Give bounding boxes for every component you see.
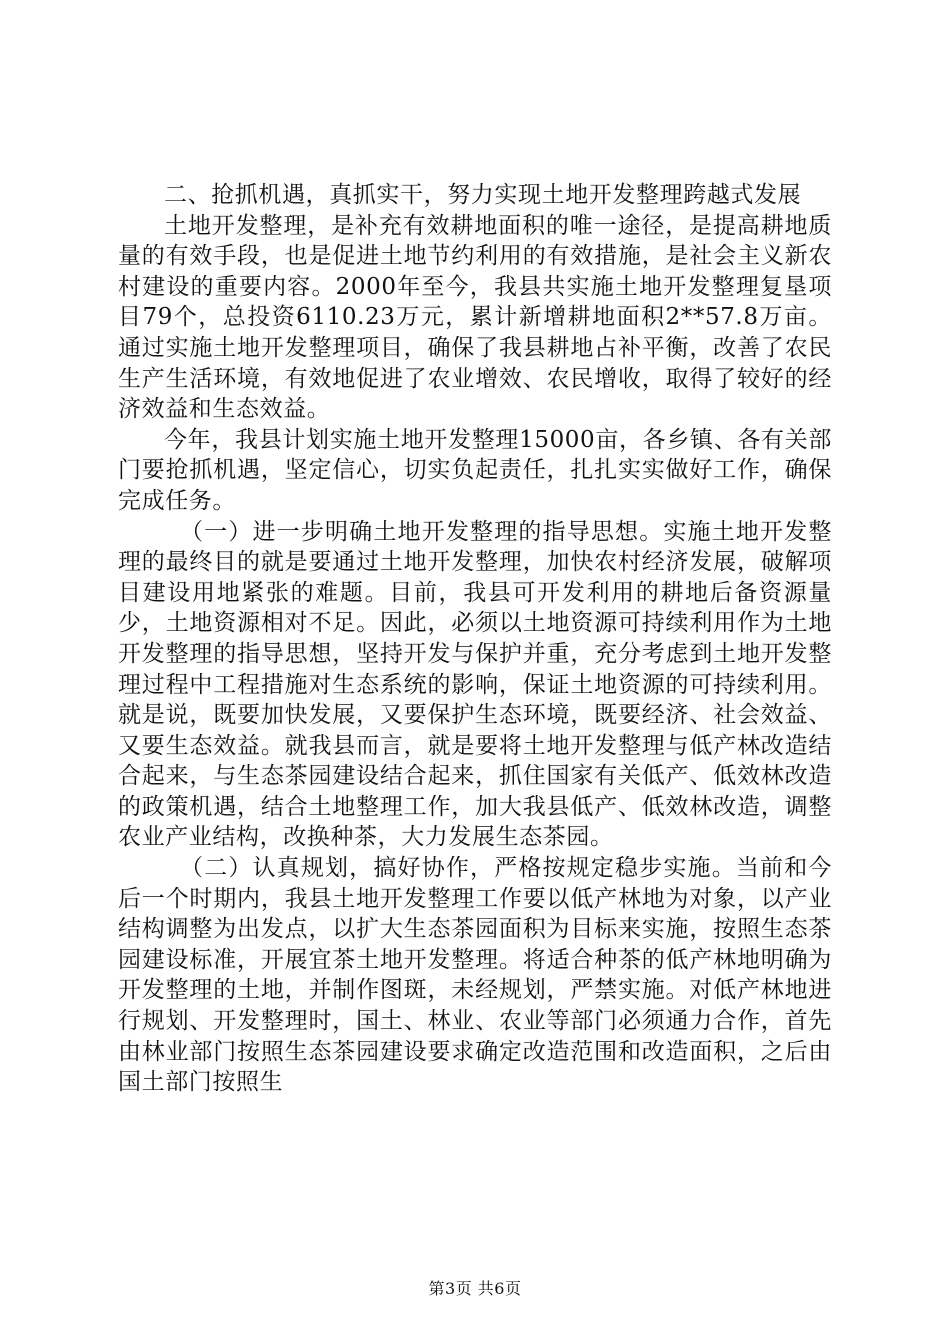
paragraph-land-development-overview: 土地开发整理，是补充有效耕地面积的唯一途径，是提高耕地质量的有效手段，也是促进土地节约利用的有效措施，是社会主义新农村建设的重要内容。2000年至今，我县共实施土地开发整理复垦项目79个，总投资6110.23万元，累计新增耕地面积2**57.8万亩。通过实施土地开发整理项目，确保了我县耕地占补平衡，改善了农民生产生活环境，有效地促进了农业增效、农民增收，取得了较好的经济效益和生态效益。 xyxy=(118,212,832,423)
paragraph-planning-cooperation: （二）认真规划，搞好协作，严格按规定稳步实施。当前和今后一个时期内，我县土地开发整理工作要以低产林地为对象，以产业结构调整为出发点，以扩大生态茶园面积为目标来实施，按照生态茶园建设标准，开展宜茶土地开发整理。将适合种茶的低产林地明确为开发整理的土地，并制作图斑，未经规划，严禁实施。对低产林地进行规划、开发整理时，国土、林业、农业等部门必须通力合作，首先由林业部门按照生态茶园建设要求确定改造范围和改造面积，之后由国土部门按照生 xyxy=(118,855,832,1096)
section-heading: 二、抢抓机遇，真抓实干，努力实现土地开发整理跨越式发展 xyxy=(164,182,802,208)
paragraph-annual-plan: 今年，我县计划实施土地开发整理15000亩，各乡镇、各有关部门要抢抓机遇，坚定信心，切实负起责任，扎扎实实做好工作，确保完成任务。 xyxy=(118,426,832,514)
paragraph-guiding-ideology: （一）进一步明确土地开发整理的指导思想。实施土地开发整理的最终目的就是要通过土地开发整理，加快农村经济发展，破解项目建设用地紧张的难题。目前，我县可开发利用的耕地后备资源量少，土地资源相对不足。因此，必须以土地资源可持续利用作为土地开发整理的指导思想，坚持开发与保护并重，充分考虑到土地开发整理过程中工程措施对生态系统的影响，保证土地资源的可持续利用。就是说，既要加快发展，又要保护生态环境，既要经济、社会效益、又要生态效益。就我县而言，就是要将土地开发整理与低产林改造结合起来，与生态茶园建设结合起来，抓住国家有关低产、低效林改造的政策机遇，结合土地整理工作，加大我县低产、低效林改造，调整农业产业结构，改换种茶，大力发展生态茶园。 xyxy=(118,518,832,851)
page-number-footer: 第3页 共6页 xyxy=(428,1279,522,1298)
document-body xyxy=(118,180,832,1098)
